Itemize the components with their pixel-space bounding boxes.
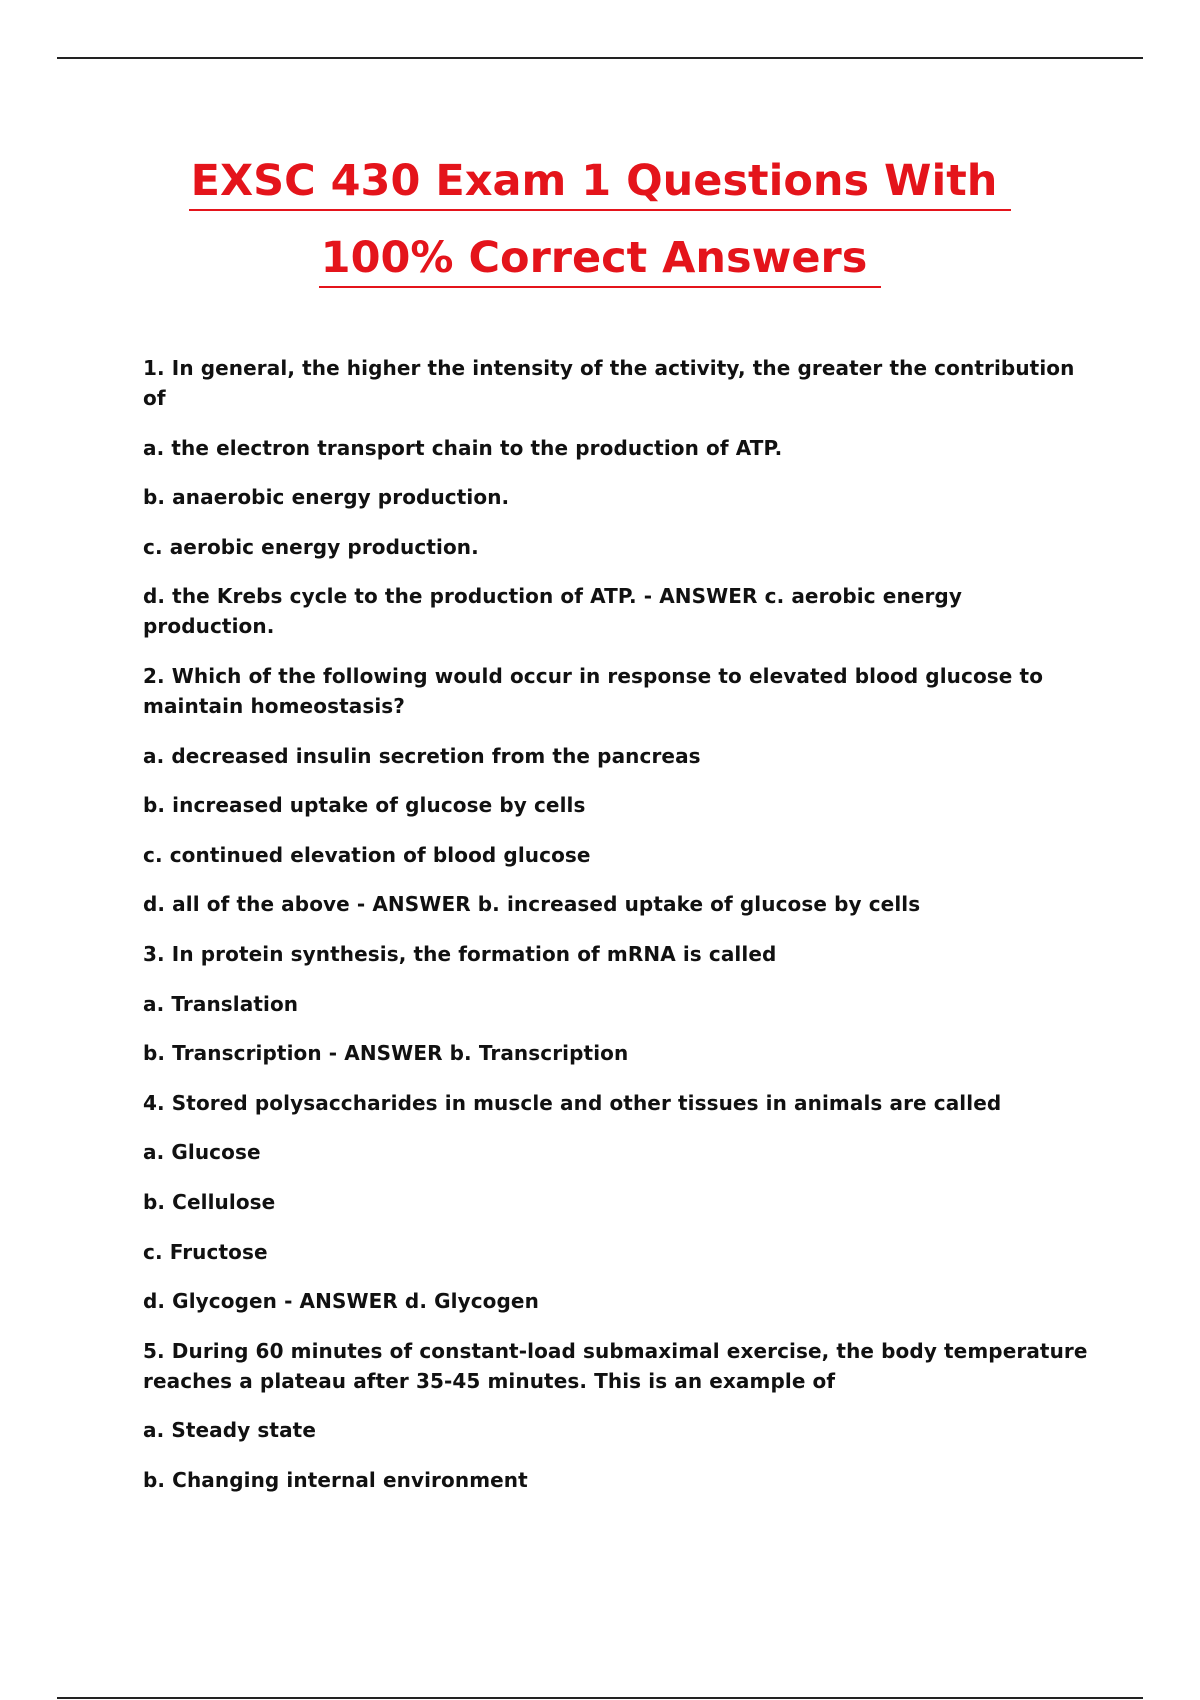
question-list bbox=[143, 353, 1088, 1514]
question-4-option-d-answer: d. Glycogen - ANSWER d. Glycogen bbox=[143, 1289, 539, 1314]
question-4-option-a: a. Glucose bbox=[143, 1140, 261, 1165]
top-rule bbox=[57, 57, 1143, 59]
question-5-option-b: b. Changing internal environment bbox=[143, 1467, 528, 1492]
question-1-option-d-answer: d. the Krebs cycle to the production of ATP. - ANSWER c. aerobic energy production. bbox=[143, 584, 962, 639]
question-4-option-c: c. Fructose bbox=[143, 1239, 268, 1264]
question-1-option-b: b. anaerobic energy production. bbox=[143, 485, 510, 510]
question-4-option-b: b. Cellulose bbox=[143, 1189, 276, 1214]
document-title bbox=[0, 146, 1200, 300]
question-1: 1. In general, the higher the intensity of the activity, the greater the contribution of bbox=[143, 356, 1075, 410]
title-line-1: EXSC 430 Exam 1 Questions With bbox=[189, 153, 1012, 211]
question-3-option-a: a. Translation bbox=[143, 991, 299, 1016]
question-2-option-d-answer: d. all of the above - ANSWER b. increased uptake of glucose by cells bbox=[143, 892, 921, 917]
question-1-option-c: c. aerobic energy production. bbox=[143, 534, 479, 559]
question-5-option-a: a. Steady state bbox=[143, 1418, 316, 1443]
question-3: 3. In protein synthesis, the formation of mRNA is called bbox=[143, 941, 777, 966]
question-4: 4. Stored polysaccharides in muscle and other tissues in animals are called bbox=[143, 1090, 1002, 1115]
question-1-option-a: a. the electron transport chain to the production of ATP. bbox=[143, 435, 783, 460]
question-2-option-c: c. continued elevation of blood glucose bbox=[143, 842, 591, 867]
bottom-rule bbox=[57, 1697, 1143, 1699]
question-2-option-a: a. decreased insulin secretion from the pancreas bbox=[143, 743, 701, 768]
question-2: 2. Which of the following would occur in response to elevated blood glucose to maintain homeostasis? bbox=[143, 663, 1044, 718]
question-5: 5. During 60 minutes of constant-load submaximal exercise, the body temperature reaches a plateau after 35-45 minutes. This is an example of bbox=[143, 1338, 1088, 1393]
question-3-option-b-answer: b. Transcription - ANSWER b. Transcription bbox=[143, 1041, 629, 1066]
question-2-option-b: b. increased uptake of glucose by cells bbox=[143, 793, 586, 818]
title-line-2: 100% Correct Answers bbox=[319, 230, 882, 288]
